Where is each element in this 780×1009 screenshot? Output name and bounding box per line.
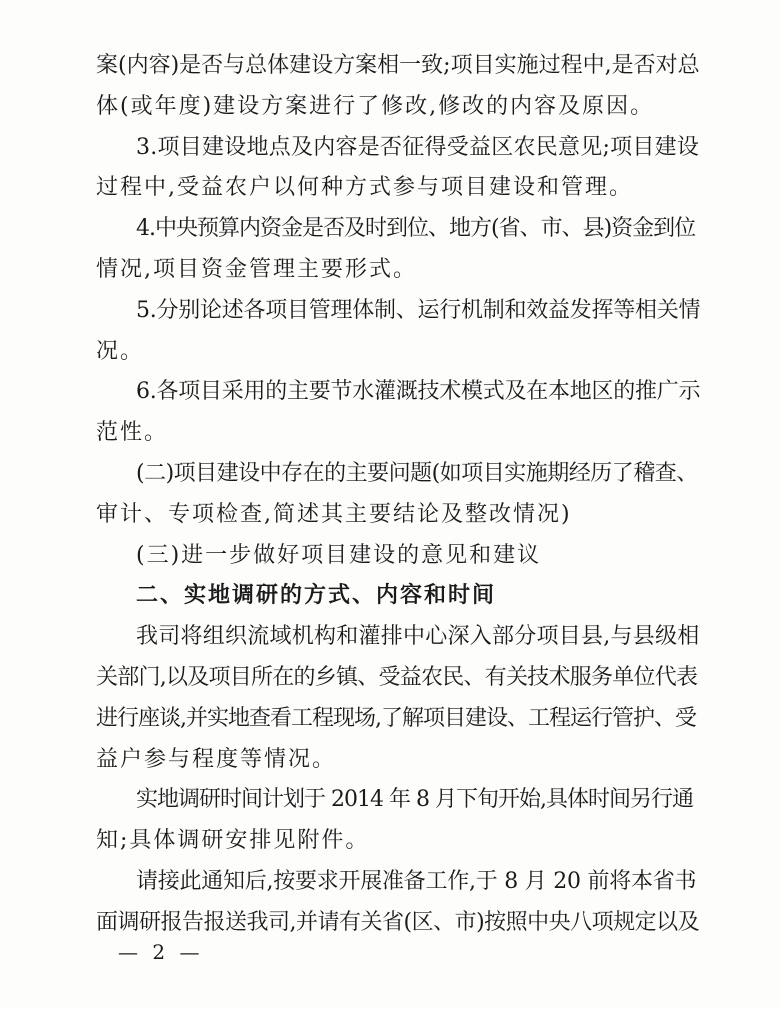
text-line: 进行座谈,并实地查看工程现场,了解项目建设、工程运行管护、受 <box>96 705 696 731</box>
text-line: 案(内容)是否与总体建设方案相一致;项目实施过程中,是否对总 <box>96 53 700 78</box>
text-line: 5.分别论述各项目管理体制、运行机制和效益发挥等相关情 <box>136 297 701 323</box>
text-line: (三)进一步做好项目建设的意见和建议 <box>136 542 542 568</box>
text-line: 体(或年度)建设方案进行了修改,修改的内容及原因。 <box>96 93 655 119</box>
text-line: 况。 <box>96 338 145 364</box>
text-line: 6.各项目采用的主要节水灌溉技术模式及在本地区的推广示 <box>136 379 701 405</box>
text-line: 过程中,受益农户以何种方式参与项目建设和管理。 <box>96 175 633 201</box>
text-line: 4.中央预算内资金是否及时到位、地方(省、市、县)资金到位 <box>136 216 696 242</box>
text-line: (二)项目建设中存在的主要问题(如项目实施期经历了稽查、 <box>136 461 698 486</box>
text-line: 范性。 <box>96 420 169 446</box>
text-line: 请接此通知后,按要求开展准备工作,于 8 月 20 前将本省书 <box>136 869 697 894</box>
text-line: 我司将组织流域机构和灌排中心深入部分项目县,与县级相 <box>136 624 700 650</box>
page-number: — 2 — <box>118 940 204 964</box>
text-line: 面调研报告报送我司,并请有关省(区、市)按照中央八项规定以及 <box>96 909 700 935</box>
text-line: 实地调研时间计划于 2014 年 8 月下旬开始,具体时间另行通 <box>136 787 693 813</box>
text-line: 关部门,以及项目所在的乡镇、受益农民、有关技术服务单位代表 <box>96 665 698 690</box>
section-heading: 二、实地调研的方式、内容和时间 <box>136 583 497 609</box>
text-line: 情况,项目资金管理主要形式。 <box>96 257 417 282</box>
text-line: 审计、专项检查,简述其主要结论及整改情况) <box>96 501 572 527</box>
text-line: 知;具体调研安排见附件。 <box>96 828 370 854</box>
text-line: 益户参与程度等情况。 <box>96 746 337 772</box>
text-line: 3.项目建设地点及内容是否征得受益区农民意见;项目建设 <box>136 134 700 160</box>
